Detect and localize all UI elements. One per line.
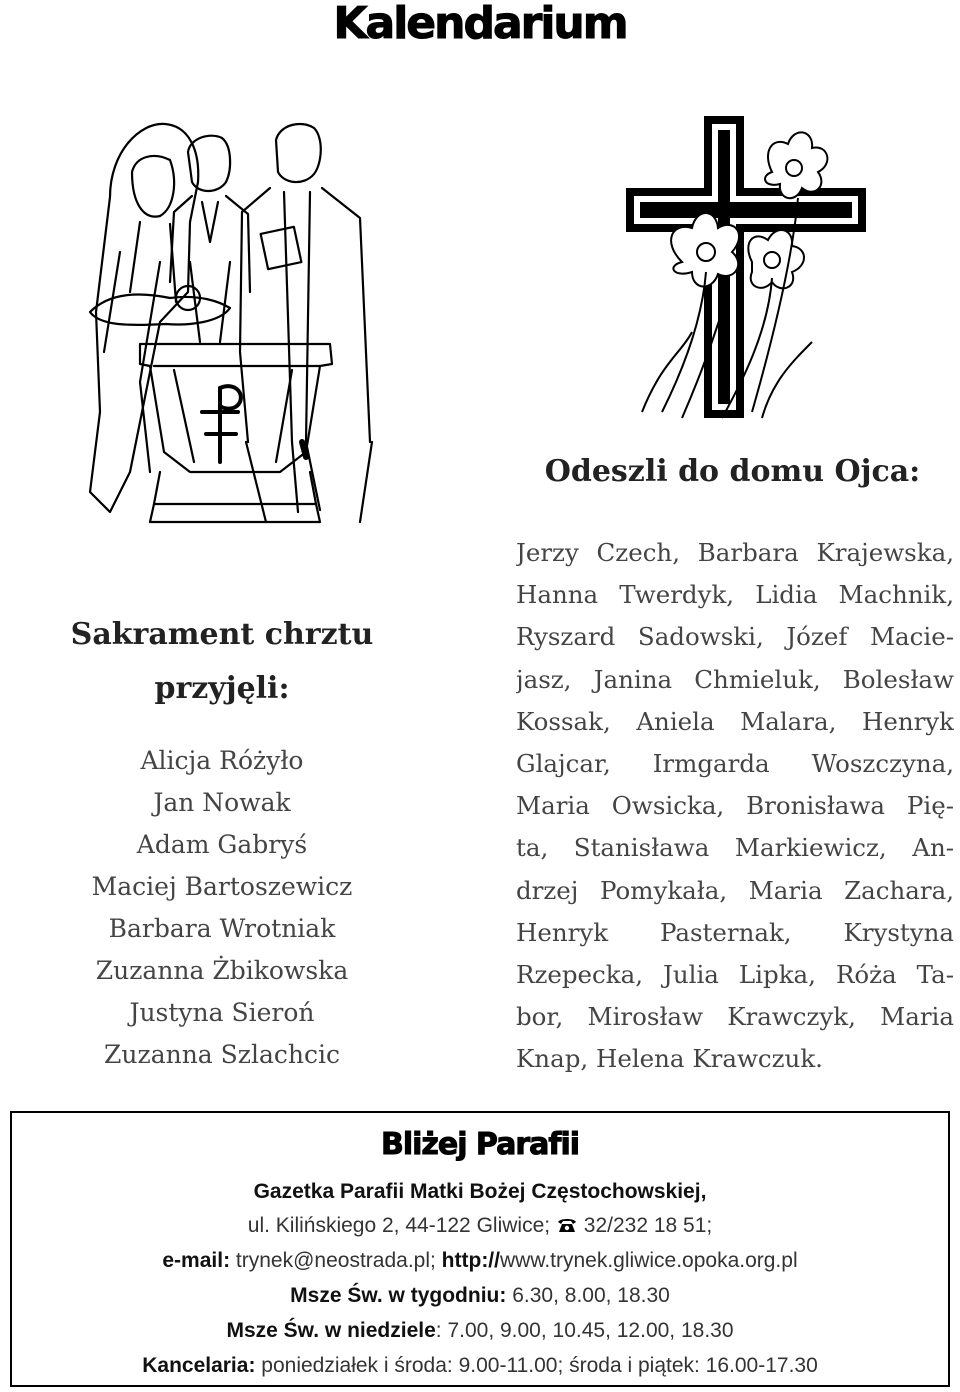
- deceased-heading: Odeszli do domu Ojca:: [544, 454, 921, 489]
- sunday-mass-times: : 7.00, 9.00, 10.45, 12.00, 18.30: [435, 1319, 734, 1342]
- deceased-line: Knap, Helena Krawczuk.: [516, 1044, 823, 1074]
- office-label: Kancelaria:: [142, 1354, 256, 1377]
- baptism-heading-line: przyjęli:: [154, 671, 290, 706]
- deceased-line: drzej Pomykała, Maria Zachara,: [516, 875, 954, 905]
- deceased-line: Rzepecka, Julia Lipka, Róża Ta-: [516, 960, 954, 990]
- deceased-line: Ryszard Sadowski, Józef Macie-: [516, 622, 954, 652]
- baptism-heading: [40, 608, 404, 718]
- sunday-mass-line: [12, 1316, 948, 1346]
- list-item: Adam Gabryś: [136, 830, 308, 859]
- list-item: Alicja Różyło: [140, 746, 304, 775]
- website-link[interactable]: www.trynek.gliwice.opoka.org.pl: [499, 1249, 798, 1272]
- baptism-names: [40, 740, 404, 1070]
- sunday-mass-label: Msze Św.: [226, 1319, 320, 1342]
- office-hours-line: [12, 1351, 948, 1381]
- contact-line: [12, 1246, 948, 1276]
- list-item: Jan Nowak: [153, 788, 291, 817]
- deceased-line: jasz, Janina Chmieluk, Bolesław: [516, 664, 954, 694]
- address-line: [12, 1211, 948, 1241]
- deceased-line: ta, Stanisława Markiewicz, An-: [516, 833, 954, 863]
- deceased-line: Glajcar, Irmgarda Woszczyna,: [516, 749, 954, 779]
- list-item: Maciej Bartoszewicz: [91, 872, 353, 901]
- deceased-names: [516, 532, 954, 1080]
- sunday-mass-label-b: w niedziele: [324, 1319, 436, 1342]
- baptism-heading-line: Sakrament chrztu: [70, 617, 374, 652]
- web-label: http://: [441, 1249, 500, 1272]
- phone-icon: [556, 1216, 578, 1234]
- weekday-mass-label: Msze Św. w tygodniu:: [290, 1284, 507, 1307]
- address: ul. Kilińskiego 2, 44-122 Gliwice;: [247, 1214, 551, 1237]
- weekday-mass-times: 6.30, 8.00, 18.30: [512, 1284, 670, 1307]
- deceased-line: Jerzy Czech, Barbara Krajewska,: [516, 538, 954, 567]
- list-item: Zuzanna Szlachcic: [104, 1040, 340, 1069]
- parish-info-box: [10, 1111, 950, 1387]
- list-item: Justyna Sieroń: [129, 998, 315, 1027]
- email-label: e-mail:: [162, 1249, 231, 1272]
- parish-name-text: Gazetka Parafii Matki Bożej Częstochowskiej,: [253, 1180, 707, 1203]
- deceased-line: Maria Owsicka, Bronisława Pię-: [516, 791, 954, 821]
- baptism-illustration: [70, 112, 390, 532]
- info-title: Bliżej Parafii: [380, 1127, 580, 1162]
- cross-lily-illustration: [622, 112, 870, 424]
- list-item: Zuzanna Żbikowska: [95, 956, 349, 985]
- list-item: Barbara Wrotniak: [108, 914, 336, 943]
- parish-name: [12, 1177, 948, 1207]
- deceased-line: bor, Mirosław Krawczyk, Maria: [516, 1002, 954, 1032]
- deceased-line: Kossak, Aniela Malara, Henryk: [516, 706, 954, 736]
- page-title: Kalendarium: [333, 0, 627, 49]
- deceased-line: Henryk Pasternak, Krystyna: [516, 917, 954, 947]
- email-link[interactable]: trynek@neostrada.pl;: [235, 1249, 436, 1272]
- weekday-mass-line: [12, 1281, 948, 1311]
- office-hours: poniedziałek i środa: 9.00-11.00; środa i piątek: 16.00-17.30: [261, 1354, 818, 1377]
- phone-number: 32/232 18 51;: [583, 1214, 713, 1237]
- deceased-line: Hanna Twerdyk, Lidia Machnik,: [516, 580, 954, 610]
